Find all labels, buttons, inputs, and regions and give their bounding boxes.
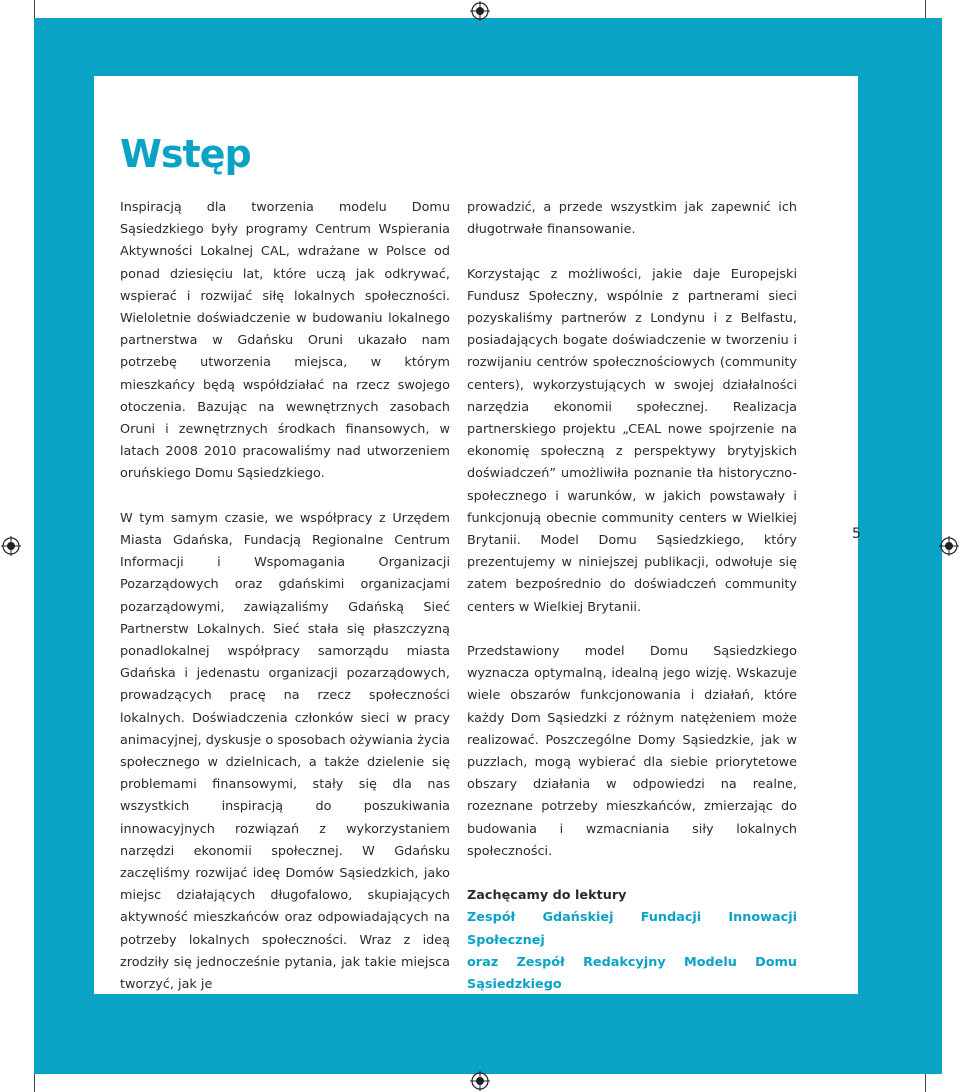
cyan-frame-top (34, 18, 942, 76)
closing-author-2: oraz Zespół Redakcyjny Modelu Domu Sąsiedzkiego (467, 954, 797, 993)
registration-mark-icon (470, 1, 490, 21)
paragraph: Przedstawiony model Domu Sąsiedzkiego wyznacza optymalną, idealną jego wizję. Wskazuje wiele obszarów funkcjonowania i działań, które każdy Dom Sąsiedzki z różnym natężeniem może realizować. Poszczególne Domy Sąsiedzkie, jak w puzzlach, mogą wybierać dla siebie priorytetowe obszary działania w odpowiedzi na realne, rozeznane potrzeby mieszkańców, zmierzając do budowania i wzmacniania siły lokalnych społeczności. (467, 644, 797, 859)
registration-mark-icon (939, 536, 959, 556)
crop-mark (34, 1074, 35, 1092)
closing-invitation: Zachęcamy do lektury (467, 888, 627, 904)
crop-mark (34, 0, 35, 18)
closing-author-1: Zespół Gdańskiej Fundacji Innowacji Społecznej (467, 910, 797, 948)
closing-signature (467, 885, 797, 996)
cyan-frame-left (34, 18, 94, 1074)
registration-mark-icon (470, 1071, 490, 1091)
page-number: 5 (852, 526, 861, 542)
registration-mark-icon (1, 536, 21, 556)
paragraph: prowadzić, a przede wszystkim jak zapewnić ich długotrwałe finansowanie. (467, 200, 797, 238)
left-column (120, 197, 450, 1018)
paragraph: Korzystając z możliwości, jakie daje Europejski Fundusz Społeczny, wspólnie z partnerami sieci pozyskaliśmy partnerów z Londynu i z Belfastu, posiadających bogate doświadczenie w tworzeniu i rozwijaniu centrów społecznościowych (community centers), wykorzystujących w swojej działalności narzędzia ekonomii społecznej. Realizacja partnerskiego projektu „CEAL nowe spojrzenie na ekonomię społeczną z perspektywy brytyjskich doświadczeń” umożliwiła poznanie tła historyczno-społecznego i warunków, w jakich powstawały i funkcjonują obecnie community centers w Wielkiej Brytanii. Model Domu Sąsiedzkiego, który prezentujemy w niniejszej publikacji, odwołuje się zatem bezpośrednio do doświadczeń community centers w Wielkiej Brytanii. (467, 266, 797, 615)
crop-mark (925, 1074, 926, 1092)
paragraph: Inspiracją dla tworzenia modelu Domu Sąsiedzkiego były programy Centrum Wspierania Aktywności Lokalnej CAL, wdrażane w Polsce od ponad dziesięciu lat, które uczą jak odkrywać, wspierać i rozwijać siłę lokalnych społeczności. Wieloletnie doświadczenie w budowaniu lokalnego partnerstwa w Gdańsku Oruni ukazało nam potrzebę utworzenia miejsca, w którym mieszkańcy będą współdziałać na rzecz swojego otoczenia. Bazując na wewnętrznych zasobach Oruni i zewnętrznych środkach finansowych, w latach 2008 2010 pracowaliśmy nad utworzeniem oruńskiego Domu Sąsiedzkiego. (120, 200, 450, 482)
cyan-frame-right (858, 18, 942, 1074)
paragraph: W tym samym czasie, we współpracy z Urzędem Miasta Gdańska, Fundacją Regionalne Centrum Informacji i Wspomagania Organizacji Pozarządowych oraz gdańskimi organizacjami pozarządowymi, zawiązaliśmy Gdańską Sieć Partnerstw Lokalnych. Sieć stała się płaszczyzną ponadlokalnej współpracy samorządu miasta Gdańska i jedenastu organizacji pozarządowych, prowadzących pracę na rzecz społeczności lokalnych. Doświadczenia członków sieci w pracy animacyjnej, dyskusje o sposobach ożywiania życia społecznego w dzielnicach, a także dzielenie się problemami finansowymi, stały się dla nas wszystkich inspiracją do poszukiwania innowacyjnych rozwiązań z wykorzystaniem narzędzi ekonomii społecznej. W Gdańsku zaczęliśmy rozwijać ideę Domów Sąsiedzkich, jako miejsc działających długofalowo, skupiających aktywność mieszkańców oraz odpowiadających na potrzeby lokalnych społeczności. Wraz z ideą zrodziły się jednocześnie pytania, jak takie miejsca tworzyć, jak je (120, 510, 450, 993)
right-column (467, 197, 797, 996)
page-title: Wstęp (120, 132, 251, 176)
crop-mark (925, 0, 926, 18)
